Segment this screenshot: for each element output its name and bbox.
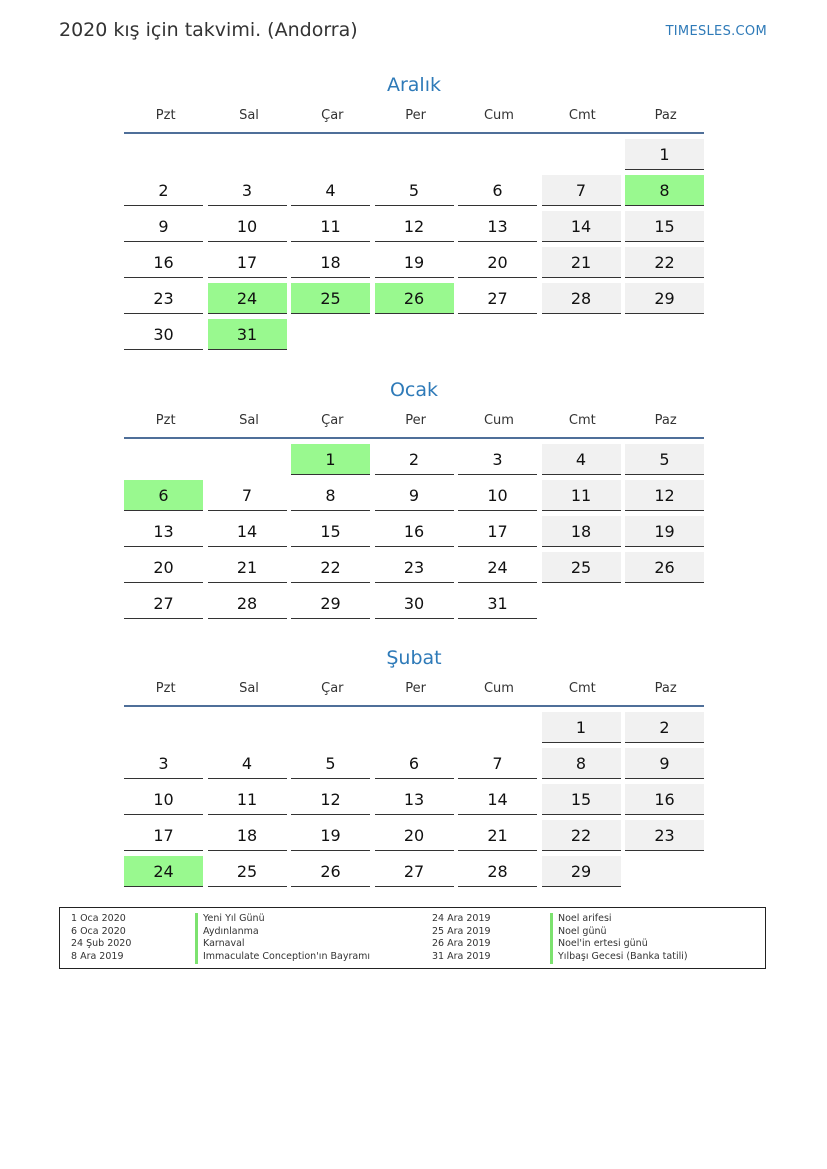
day-cell: 3	[458, 444, 537, 475]
day-cell: 12	[625, 480, 704, 511]
weekday-label: Sal	[239, 108, 259, 123]
holiday-day-cell: 6	[124, 480, 203, 511]
day-cell: 12	[375, 211, 454, 242]
empty-day-cell	[208, 712, 287, 743]
legend-date: 26 Ara 2019	[432, 938, 491, 950]
day-cell: 2	[375, 444, 454, 475]
day-cell: 4	[542, 444, 621, 475]
day-cell: 19	[291, 820, 370, 851]
legend-column-right	[432, 913, 762, 964]
brand-logo-text[interactable]: TIMESLES.COM	[665, 24, 767, 39]
weekday-label: Cum	[483, 681, 514, 696]
day-cell: 25	[208, 856, 287, 887]
day-cell: 26	[625, 552, 704, 583]
day-cell: 10	[458, 480, 537, 511]
day-cell: 16	[124, 247, 203, 278]
day-cell: 13	[375, 784, 454, 815]
weekday-label: Pzt	[155, 108, 176, 123]
empty-day-cell	[208, 444, 287, 475]
legend-row	[432, 913, 762, 926]
legend-holiday-name: Yılbaşı Gecesi (Banka tatili)	[550, 951, 688, 964]
day-cell: 18	[291, 247, 370, 278]
weekday-label: Sal	[239, 681, 259, 696]
empty-day-cell	[458, 139, 537, 170]
day-cell: 20	[124, 552, 203, 583]
day-cell: 28	[542, 283, 621, 314]
weekday-header-row	[124, 104, 704, 134]
day-cell: 13	[458, 211, 537, 242]
month-title: Ocak	[389, 379, 439, 401]
empty-day-cell	[291, 139, 370, 170]
day-grid	[124, 712, 704, 887]
weekday-header-row	[124, 409, 704, 439]
day-cell: 11	[291, 211, 370, 242]
day-cell: 5	[291, 748, 370, 779]
holiday-day-cell: 24	[208, 283, 287, 314]
day-cell: 31	[458, 588, 537, 619]
day-cell: 12	[291, 784, 370, 815]
legend-date: 24 Ara 2019	[432, 913, 491, 924]
day-cell: 17	[208, 247, 287, 278]
day-grid	[124, 444, 704, 619]
weekday-label: Cmt	[568, 413, 596, 428]
day-cell: 18	[542, 516, 621, 547]
legend-row	[71, 913, 431, 926]
day-cell: 23	[375, 552, 454, 583]
empty-day-cell	[542, 139, 621, 170]
holiday-day-cell: 25	[291, 283, 370, 314]
day-cell: 27	[458, 283, 537, 314]
empty-day-cell	[208, 139, 287, 170]
day-cell: 3	[208, 175, 287, 206]
day-cell: 14	[208, 516, 287, 547]
day-cell: 2	[124, 175, 203, 206]
day-cell: 22	[542, 820, 621, 851]
holiday-day-cell: 8	[625, 175, 704, 206]
weekday-label: Pzt	[155, 681, 176, 696]
day-cell: 28	[208, 588, 287, 619]
weekday-label: Çar	[321, 681, 344, 696]
day-cell: 28	[458, 856, 537, 887]
day-cell: 14	[458, 784, 537, 815]
month-calendar	[124, 70, 704, 350]
month-calendar	[124, 375, 704, 619]
weekday-label: Cum	[483, 108, 514, 123]
holiday-day-cell: 31	[208, 319, 287, 350]
day-cell: 15	[542, 784, 621, 815]
day-cell: 17	[124, 820, 203, 851]
weekday-label: Per	[405, 108, 426, 123]
empty-day-cell	[124, 139, 203, 170]
weekday-label: Per	[405, 681, 426, 696]
day-cell: 23	[124, 283, 203, 314]
day-grid	[124, 139, 704, 350]
day-cell: 25	[542, 552, 621, 583]
weekday-label: Çar	[321, 108, 344, 123]
legend-row	[432, 938, 762, 951]
day-cell: 7	[458, 748, 537, 779]
page-title: 2020 kış için takvimi. (Andorra)	[59, 19, 358, 41]
day-cell: 3	[124, 748, 203, 779]
day-cell: 27	[375, 856, 454, 887]
weekday-label: Per	[405, 413, 426, 428]
day-cell: 27	[124, 588, 203, 619]
weekday-header-row	[124, 677, 704, 707]
legend-holiday-name: Immaculate Conception'ın Bayramı	[195, 951, 370, 964]
legend-row	[71, 926, 431, 939]
day-cell: 4	[208, 748, 287, 779]
legend-column-left	[71, 913, 431, 964]
day-cell: 4	[291, 175, 370, 206]
weekday-label: Paz	[654, 108, 677, 123]
day-cell: 20	[375, 820, 454, 851]
month-title: Şubat	[386, 647, 442, 669]
legend-holiday-name: Noel'in ertesi günü	[550, 938, 648, 951]
day-cell: 9	[375, 480, 454, 511]
day-cell: 26	[291, 856, 370, 887]
day-cell: 8	[542, 748, 621, 779]
day-cell: 5	[625, 444, 704, 475]
day-cell: 29	[625, 283, 704, 314]
day-cell: 16	[625, 784, 704, 815]
day-cell: 9	[625, 748, 704, 779]
holiday-legend	[59, 907, 766, 969]
day-cell: 11	[208, 784, 287, 815]
legend-date: 1 Oca 2020	[71, 913, 126, 924]
day-cell: 6	[458, 175, 537, 206]
day-cell: 21	[542, 247, 621, 278]
day-cell: 19	[625, 516, 704, 547]
day-cell: 15	[291, 516, 370, 547]
legend-date: 24 Şub 2020	[71, 938, 132, 950]
day-cell: 23	[625, 820, 704, 851]
day-cell: 15	[625, 211, 704, 242]
day-cell: 22	[625, 247, 704, 278]
legend-date: 31 Ara 2019	[432, 951, 491, 963]
legend-row	[432, 926, 762, 939]
empty-day-cell	[375, 139, 454, 170]
legend-row	[432, 951, 762, 964]
day-cell: 2	[625, 712, 704, 743]
legend-row	[71, 951, 431, 964]
empty-day-cell	[291, 712, 370, 743]
day-cell: 21	[208, 552, 287, 583]
legend-row	[71, 938, 431, 951]
weekday-label: Cum	[483, 413, 514, 428]
legend-holiday-name: Noel günü	[550, 926, 607, 939]
empty-day-cell	[458, 712, 537, 743]
day-cell: 1	[625, 139, 704, 170]
day-cell: 30	[375, 588, 454, 619]
empty-day-cell	[375, 712, 454, 743]
weekday-label: Paz	[654, 681, 677, 696]
weekday-label: Çar	[321, 413, 344, 428]
legend-holiday-name: Yeni Yıl Günü	[195, 913, 265, 926]
day-cell: 10	[208, 211, 287, 242]
day-cell: 17	[458, 516, 537, 547]
empty-day-cell	[124, 712, 203, 743]
day-cell: 18	[208, 820, 287, 851]
weekday-label: Sal	[239, 413, 259, 428]
day-cell: 7	[208, 480, 287, 511]
weekday-label: Cmt	[568, 681, 596, 696]
holiday-day-cell: 24	[124, 856, 203, 887]
month-calendar	[124, 643, 704, 887]
day-cell: 29	[291, 588, 370, 619]
day-cell: 13	[124, 516, 203, 547]
day-cell: 14	[542, 211, 621, 242]
holiday-day-cell: 1	[291, 444, 370, 475]
day-cell: 22	[291, 552, 370, 583]
day-cell: 24	[458, 552, 537, 583]
day-cell: 29	[542, 856, 621, 887]
month-title: Aralık	[386, 74, 441, 96]
day-cell: 30	[124, 319, 203, 350]
empty-day-cell	[124, 444, 203, 475]
day-cell: 21	[458, 820, 537, 851]
day-cell: 11	[542, 480, 621, 511]
day-cell: 9	[124, 211, 203, 242]
day-cell: 16	[375, 516, 454, 547]
day-cell: 5	[375, 175, 454, 206]
legend-holiday-name: Karnaval	[195, 938, 245, 951]
legend-date: 6 Oca 2020	[71, 925, 126, 937]
legend-holiday-name: Aydınlanma	[195, 926, 259, 939]
holiday-day-cell: 26	[375, 283, 454, 314]
legend-holiday-name: Noel arifesi	[550, 913, 612, 926]
legend-date: 25 Ara 2019	[432, 925, 491, 937]
weekday-label: Cmt	[568, 108, 596, 123]
legend-date: 8 Ara 2019	[71, 951, 124, 963]
day-cell: 1	[542, 712, 621, 743]
weekday-label: Paz	[654, 413, 677, 428]
day-cell: 6	[375, 748, 454, 779]
day-cell: 19	[375, 247, 454, 278]
day-cell: 10	[124, 784, 203, 815]
weekday-label: Pzt	[155, 413, 176, 428]
day-cell: 20	[458, 247, 537, 278]
day-cell: 7	[542, 175, 621, 206]
day-cell: 8	[291, 480, 370, 511]
